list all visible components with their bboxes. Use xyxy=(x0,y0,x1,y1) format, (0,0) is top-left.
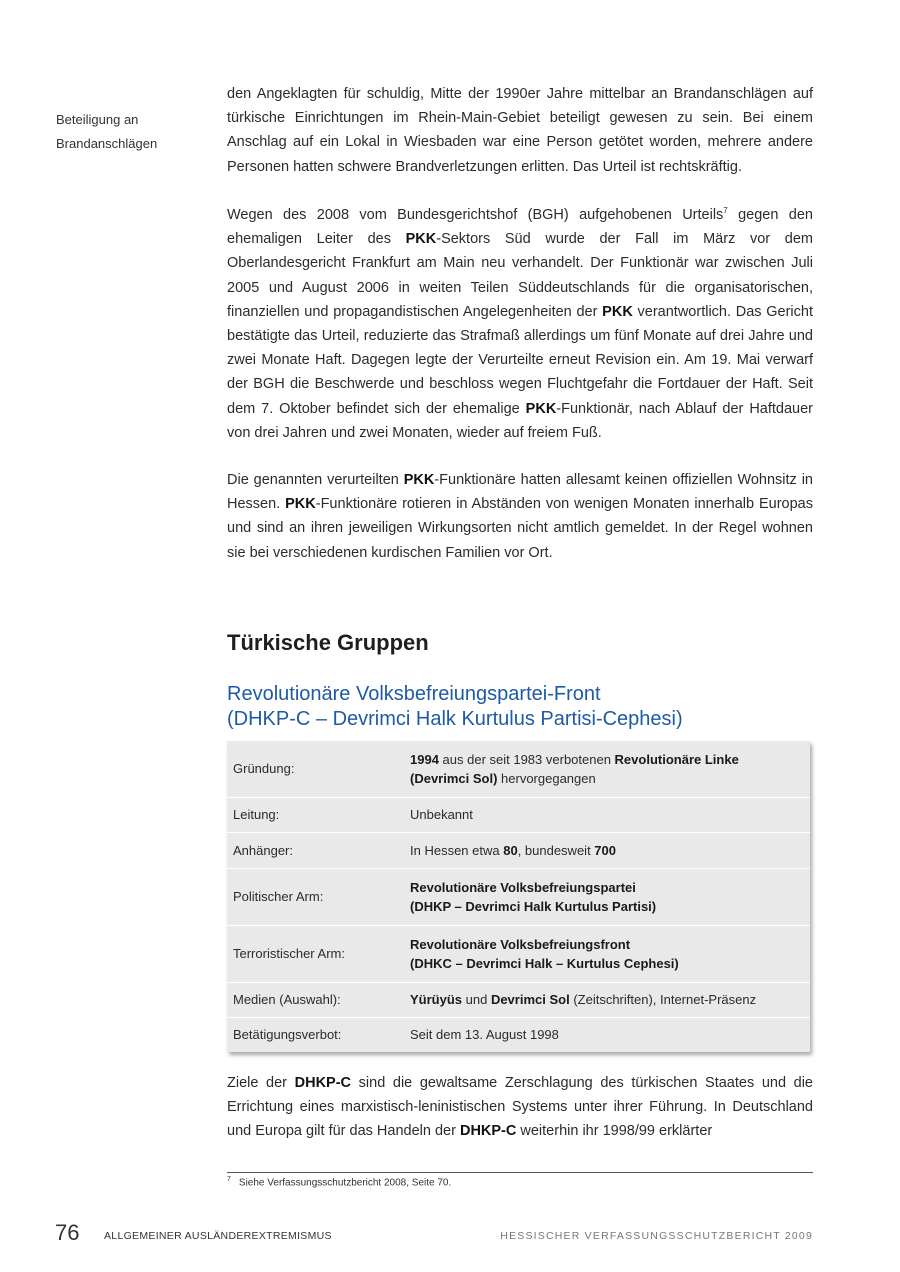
text-run: weiterhin ihr 1998/99 erklärter xyxy=(516,1123,713,1140)
bold-value: Devrimci Sol xyxy=(490,992,570,1007)
organization-heading-line-1: Revolutionäre Volksbefreiungspartei-Front xyxy=(227,683,601,705)
text-run: aus der seit 1983 verbotenen xyxy=(438,751,615,767)
row-value: Unbekannt xyxy=(397,797,810,832)
row-label: Medien (Auswahl): xyxy=(227,982,397,1017)
table-row xyxy=(227,982,810,1017)
bold-value: 80 xyxy=(503,842,518,858)
text-run: Ziele der xyxy=(227,1075,295,1091)
bold-value: Revolutionäre Linke xyxy=(614,751,739,767)
text-run: (Zeitschriften), Internet-Präsenz xyxy=(569,992,757,1007)
footnote-number: 7 xyxy=(227,1176,231,1183)
text-run: , bundesweit xyxy=(517,842,595,858)
table-row xyxy=(227,832,810,868)
paragraph-3 xyxy=(227,468,813,565)
footer-section-title: ALLGEMEINER AUSLÄNDEREXTREMISMUS xyxy=(104,1230,332,1242)
bold-term: PKK xyxy=(285,496,316,513)
text-run: In Hessen etwa xyxy=(410,842,504,858)
margin-note xyxy=(56,108,206,156)
footnote xyxy=(227,1176,451,1188)
bold-value: 700 xyxy=(594,842,616,858)
bold-term: PKK xyxy=(525,400,557,417)
row-value xyxy=(397,832,810,868)
footnote-divider xyxy=(227,1172,813,1173)
fact-table xyxy=(227,741,810,1052)
margin-note-line-2: Brandanschlägen xyxy=(56,136,158,151)
paragraph-4 xyxy=(227,1071,813,1144)
organization-heading xyxy=(227,682,827,732)
row-value: Seit dem 13. August 1998 xyxy=(410,1027,559,1043)
table-row xyxy=(227,797,810,832)
bold-value: Yürüyüs xyxy=(410,992,463,1007)
text-run: verantwortlich. Das Gericht bestätigte das Urteil, reduzierte das Strafmaß allerdings um fünf Monate auf drei Jahre und zwei Monate Haft. Dagegen legte der Verurteilte erneut Revision ein. Am 19. Mai verwarf der BGH die Beschwerde und beschloss wegen Fluchtgefahr die Fortdauer der Haft. Seit dem 7. Oktober befindet sich der ehemalige xyxy=(227,303,813,417)
bold-term: PKK xyxy=(405,231,437,248)
text-run: -Funktionär, nach Ablauf der Haftdauer von drei Jahren und zwei Monaten, wieder auf freiem Fuß. xyxy=(227,400,813,441)
row-value xyxy=(397,741,810,797)
row-label: Terroristischer Arm: xyxy=(227,925,397,982)
text-run: Wegen des 2008 vom Bundesgerichtshof (BGH) aufgehobenen Urteils xyxy=(227,207,724,223)
row-label: Leitung: xyxy=(227,797,397,832)
row-label: Betätigungsverbot: xyxy=(233,1027,342,1043)
section-heading: Türkische Gruppen xyxy=(227,630,429,655)
bold-value: (DHKC – Devrimci Halk – Kurtulus Cephesi) xyxy=(410,955,679,971)
text-run: hervorgegangen xyxy=(497,770,596,786)
text-run: -Funktionäre rotieren in Abständen von wenigen Monaten innerhalb Europas und sind an ihren jeweiligen Wirkungsorten nicht amtlich gemeldet. In der Regel wohnen sie bei verschiedenen kurdischen Familien vor Ort. xyxy=(227,496,813,561)
paragraph-1 xyxy=(227,82,813,179)
text-run: Die genannten verurteilten xyxy=(227,472,404,488)
bold-value: Revolutionäre Volksbefreiungspartei xyxy=(410,879,636,895)
page-number: 76 xyxy=(55,1220,80,1245)
organization-heading-line-2: (DHKP-C – Devrimci Halk Kurtulus Partisi-Cephesi) xyxy=(227,708,683,730)
text-run: -Funktionäre hatten allesamt keinen offiziellen Wohnsitz in Hessen. xyxy=(227,472,813,513)
table-row xyxy=(227,925,810,982)
bold-term: DHKP-C xyxy=(294,1075,352,1091)
bold-term: PKK xyxy=(602,303,633,320)
paragraph-2 xyxy=(227,203,813,445)
footnote-reference[interactable]: 7 xyxy=(723,206,728,216)
text-run: und xyxy=(462,992,491,1007)
footer-publication-title: HESSISCHER VERFASSUNGSSCHUTZBERICHT 2009 xyxy=(500,1230,813,1242)
bold-term: DHKP-C xyxy=(459,1123,517,1140)
bold-term: PKK xyxy=(403,472,435,488)
paragraph-1-text: den Angeklagten für schuldig, Mitte der 1990er Jahre mittelbar an Brandanschlägen auf türkische Einrichtungen im Rhein-Main-Gebiet beteiligt gewesen zu sein. Bei einem Anschlag auf ein Lokal in Wiesbaden war eine Person getötet worden, mehrere andere Personen hatten schwere Brandverletzungen erlitten. Das Urteil ist rechtskräftig. xyxy=(227,86,813,175)
text-run: -Sektors Süd wurde der Fall im März vor dem Oberlandesgericht Frankfurt am Main neu verhandelt. Der Funktionär war zwischen Juli 2005 und August 2006 in weiten Teilen Süddeutschlands für die organisatorischen, finanziellen und propagandistischen Angelegenheiten der xyxy=(227,231,813,320)
row-label: Politischer Arm: xyxy=(227,868,397,925)
text-run: gegen den ehemaligen Leiter des xyxy=(227,207,813,248)
table-row xyxy=(227,1017,810,1052)
bold-value: 1994 xyxy=(410,751,439,767)
row-value xyxy=(397,868,810,925)
row-label: Gründung: xyxy=(227,741,397,797)
bold-value: (DHKP – Devrimci Halk Kurtulus Partisi) xyxy=(410,898,657,914)
margin-note-line-1: Beteiligung an xyxy=(56,112,139,127)
footnote-text: Siehe Verfassungsschutzbericht 2008, Seite 70. xyxy=(238,1177,452,1189)
row-value xyxy=(397,925,810,982)
row-value xyxy=(397,982,810,1017)
bold-value: (Devrimci Sol) xyxy=(410,770,498,786)
bold-value: Revolutionäre Volksbefreiungsfront xyxy=(410,936,631,952)
table-row xyxy=(227,741,810,797)
table-row xyxy=(227,868,810,925)
text-run: sind die gewaltsame Zerschlagung des türkischen Staates und die Errichtung eines marxistisch-leninistischen Systems unter ihrer Führung. In Deutschland und Europa gilt für das Handeln der xyxy=(227,1075,813,1140)
row-label: Anhänger: xyxy=(227,832,397,868)
